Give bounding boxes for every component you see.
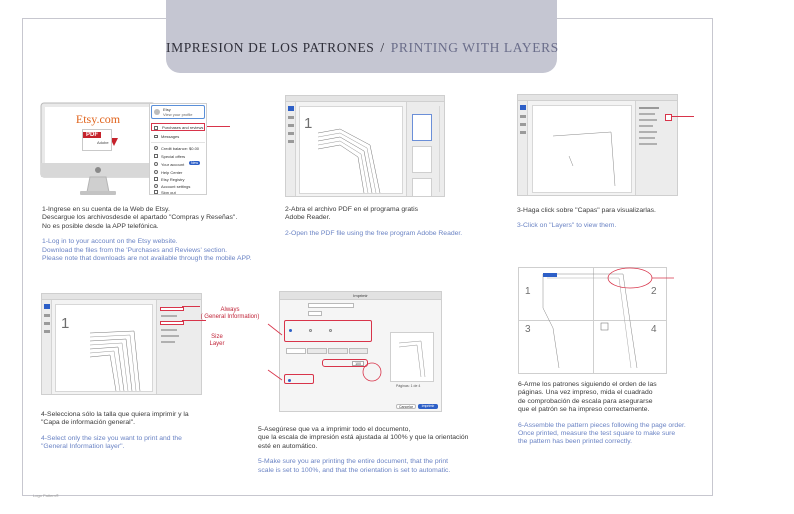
- reader-tools-column: [42, 300, 52, 394]
- text-icon[interactable]: [288, 140, 294, 143]
- pdf-label: PDF: [83, 132, 101, 138]
- copies-field[interactable]: [308, 311, 322, 316]
- layer-row[interactable]: [639, 113, 655, 115]
- comment-icon[interactable]: [520, 123, 526, 126]
- pattern-lines: [533, 106, 633, 194]
- step4-caption: [41, 411, 241, 452]
- step3-pointer-line: [672, 116, 694, 117]
- step5-caption: [258, 426, 523, 475]
- reader-tools-column: [286, 102, 296, 196]
- brand-logo: Logo Pattern®: [33, 493, 59, 498]
- header-banner: [166, 0, 557, 73]
- print-button[interactable]: Imprimir: [418, 404, 438, 409]
- menu-item-messages-label: Messages: [161, 134, 180, 139]
- layers-panel: [156, 300, 202, 394]
- step1-caption: [42, 206, 257, 263]
- gear-icon: [154, 184, 158, 188]
- step1-pointer-line: [207, 126, 230, 127]
- layers-icon[interactable]: [665, 114, 672, 121]
- menu-item-registry[interactable]: [151, 176, 205, 183]
- preview-area: [390, 332, 434, 382]
- etsy-account-menu: [149, 103, 207, 195]
- dialog-title: Imprimir: [353, 293, 368, 298]
- tag-icon: [154, 154, 158, 158]
- dialog-titlebar: [280, 292, 441, 300]
- menu-item-offers[interactable]: [151, 153, 205, 160]
- gift-icon: [154, 177, 158, 181]
- step6-text-en: 6-Assemble the pattern pieces following the page order. Once printed, measure the test square to make sure the pattern has been printed correctly.: [518, 421, 686, 446]
- draw-icon[interactable]: [520, 131, 526, 134]
- layer-row[interactable]: [161, 335, 179, 337]
- layer-row[interactable]: [639, 143, 657, 145]
- step2-text-en: 2-Open the PDF file using the free program Adobe Reader.: [285, 229, 463, 237]
- menu-item-account-label: Your account: [161, 162, 185, 167]
- layer-row[interactable]: [161, 341, 175, 343]
- signout-icon: [154, 190, 158, 194]
- layer-row[interactable]: [639, 125, 653, 127]
- radio-current-page[interactable]: [309, 329, 312, 332]
- select-icon[interactable]: [520, 115, 526, 118]
- step3-reader-screenshot: [517, 94, 678, 196]
- help-icon: [154, 170, 158, 174]
- thumbnail-1[interactable]: [412, 114, 432, 141]
- menu-item-account[interactable]: [151, 161, 205, 168]
- menu-item-purchases[interactable]: [151, 123, 205, 131]
- step3-text-es: 3-Haga click sobre "Capas" para visualizarlas.: [517, 207, 656, 214]
- thumbnail-panel: [406, 102, 445, 196]
- printer-select[interactable]: [308, 303, 354, 308]
- credit-icon: [154, 146, 158, 150]
- menu-item-credit-label: Credit balance: $0.00: [161, 146, 200, 151]
- title-spanish: IMPRESION DE LOS PATRONES: [166, 40, 375, 55]
- step4-text-es: 4-Selecciona sólo la talla que quiera imprimir y la "Capa de información general".: [41, 411, 189, 427]
- page-number: 1: [61, 315, 70, 332]
- step6-caption: [518, 381, 708, 447]
- layer-row[interactable]: [161, 315, 177, 317]
- layer-row[interactable]: [639, 131, 657, 133]
- menu-item-etsy: Etsy: [163, 107, 171, 112]
- step1-text-es: 1-Ingrese en su cuenta de la Web de Etsy. Descargue los archivosdesde el apartado "Compras y Reseñas". No es posible desde la APP telefónica.: [42, 206, 238, 230]
- pattern-page: [532, 105, 632, 193]
- layer-row[interactable]: [639, 119, 657, 121]
- label-badge: [543, 273, 557, 277]
- thumbnail-2[interactable]: [412, 146, 432, 173]
- menu-item-signout-label: Sign out: [161, 190, 176, 195]
- pages-indicator: Páginas: 1 de 4: [396, 384, 421, 388]
- step1-text-en: 1-Log in to your account on the Etsy website. Download the files from the 'Purchases and Reviews' section. Please note that downloads are not available through the mobile APP.: [42, 238, 252, 263]
- receipt-icon: [154, 126, 158, 130]
- step5-text-es: 5-Asegúrese que va a imprimir todo el documento, que la escala de impresión está ajustada al 100% y que la orientación esté en automático.: [258, 426, 469, 450]
- step1-illustration: [40, 102, 156, 198]
- menu-item-credit[interactable]: [151, 145, 205, 152]
- scale-value: 100: [355, 362, 361, 366]
- reader-tools-column: [518, 101, 528, 195]
- menu-item-signout[interactable]: [151, 189, 205, 195]
- step6-text-es: 6-Arme los patrones siguiendo el orden de las páginas. Una vez impreso, mida el cuadrado de comprobación de escala para asegurarse que el patrón se ha impreso correctamente.: [518, 381, 657, 414]
- envelope-icon: [154, 135, 158, 138]
- menu-divider: [151, 142, 205, 143]
- menu-item-help[interactable]: [151, 169, 205, 176]
- draw-icon[interactable]: [44, 330, 50, 333]
- title-separator: /: [380, 40, 385, 55]
- step4-pointer-size: [182, 320, 206, 321]
- home-icon[interactable]: [520, 105, 526, 110]
- comment-icon[interactable]: [44, 322, 50, 325]
- menu-item-help-label: Help Center: [161, 170, 183, 175]
- etsy-logo: Etsy.com: [75, 112, 121, 126]
- page-title: [166, 40, 557, 56]
- home-icon[interactable]: [44, 304, 50, 309]
- preview-pattern: [391, 333, 435, 383]
- step3-caption: [517, 207, 702, 231]
- step5-pointer-lines: [264, 310, 304, 410]
- tab-poster[interactable]: [307, 348, 327, 354]
- adobe-label: Adobe: [97, 140, 109, 145]
- right-tools: [439, 106, 444, 192]
- select-icon[interactable]: [288, 116, 294, 119]
- step4-text-en: 4-Select only the size you want to print and the "General Information layer".: [41, 434, 182, 451]
- step2-caption: [285, 206, 485, 238]
- step6-test-square-pointer: [606, 265, 676, 295]
- menu-item-profile: View your profile: [163, 112, 193, 117]
- page-number-2: 2: [651, 286, 657, 297]
- layer-general-info[interactable]: [160, 307, 184, 311]
- page-number: 1: [304, 115, 313, 132]
- layer-row[interactable]: [639, 107, 659, 109]
- step5-text-en: 5-Make sure you are printing the entire document, that the print scale is set to 100%, and that the orientation is set to automatic.: [258, 458, 451, 474]
- home-icon[interactable]: [288, 106, 294, 111]
- pattern-page: [55, 304, 153, 392]
- pattern-page: [299, 106, 403, 194]
- user-icon: [154, 162, 158, 166]
- menu-item-messages[interactable]: [151, 133, 205, 141]
- step5-scale-pointer: [360, 350, 390, 390]
- step4-pointer-always: [182, 306, 200, 307]
- cancel-button[interactable]: Cancelar: [396, 404, 416, 409]
- page-number-1: 1: [525, 286, 531, 297]
- title-english: PRINTING WITH LAYERS: [390, 40, 559, 55]
- page-number-3: 3: [525, 324, 531, 335]
- pattern-lines: [300, 107, 404, 195]
- comment-icon[interactable]: [288, 124, 294, 127]
- page-number-4: 4: [651, 324, 657, 335]
- step3-text-en: 3-Click on "Layers" to view them.: [517, 222, 617, 230]
- step4-always-label: Always ( General Information): [200, 307, 260, 320]
- thumbnail-3[interactable]: [412, 178, 432, 197]
- radio-page-range[interactable]: [329, 329, 332, 332]
- menu-item-settings-label: Account settings: [161, 184, 191, 189]
- layer-row[interactable]: [161, 329, 177, 331]
- pdf-file-icon: [82, 129, 112, 151]
- new-badge: New: [191, 161, 199, 165]
- layer-row[interactable]: [639, 137, 655, 139]
- menu-item-registry-label: Etsy Registry: [161, 177, 185, 182]
- menu-item-purchases-label: Purchases and reviews: [162, 125, 204, 130]
- menu-item-offers-label: Special offers: [161, 154, 186, 159]
- step4-size-label: Size Layer: [209, 334, 225, 347]
- select-icon[interactable]: [44, 314, 50, 317]
- tab-multiple[interactable]: [328, 348, 348, 354]
- menu-profile-row[interactable]: [151, 105, 205, 119]
- draw-icon[interactable]: [288, 132, 294, 135]
- step2-text-es: 2-Abra el archivo PDF en el programa gratis Adobe Reader.: [285, 206, 418, 222]
- layer-size-selected[interactable]: [160, 321, 184, 325]
- step4-reader-screenshot: [41, 293, 202, 395]
- step2-adobe-reader-screenshot: [285, 95, 445, 197]
- avatar: [154, 109, 160, 115]
- pattern-lines: [56, 305, 154, 393]
